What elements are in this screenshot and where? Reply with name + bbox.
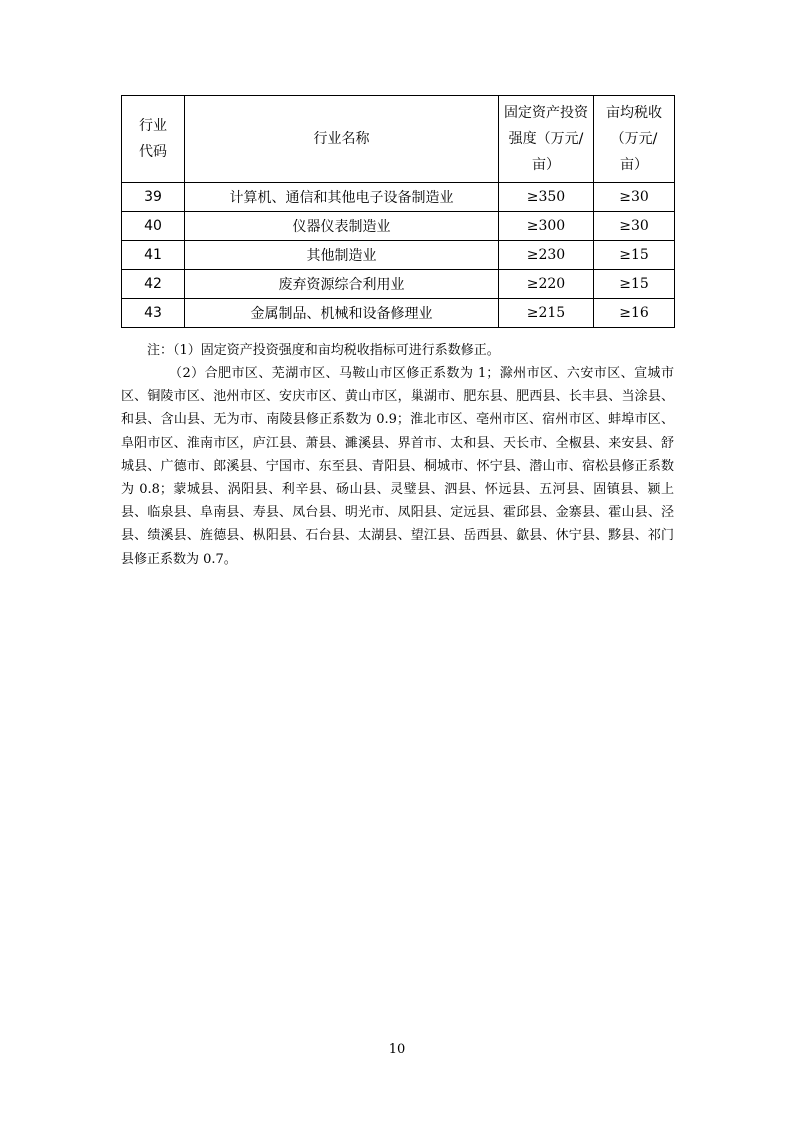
header-investment-intensity: 固定资产投资 强度（万元/ 亩） (499, 96, 594, 183)
note-1: 注：（1）固定资产投资强度和亩均税收指标可进行系数修正。 (147, 343, 500, 358)
row-tax: ≥30 (594, 183, 675, 212)
row-tax: ≥15 (594, 241, 675, 270)
table-row (122, 241, 675, 270)
row-name: 金属制品、机械和设备修理业 (185, 299, 499, 328)
row-code: 39 (122, 183, 185, 212)
row-tax: ≥30 (594, 212, 675, 241)
row-name: 仪器仪表制造业 (185, 212, 499, 241)
row-name: 其他制造业 (185, 241, 499, 270)
header-industry-code: 行业 代码 (122, 96, 185, 183)
table-row (122, 299, 675, 328)
row-name: 计算机、通信和其他电子设备制造业 (185, 183, 499, 212)
industry-standards-table (121, 95, 675, 328)
row-investment: ≥300 (499, 212, 594, 241)
header-industry-name: 行业名称 (185, 96, 499, 183)
row-investment: ≥215 (499, 299, 594, 328)
row-name: 废弃资源综合利用业 (185, 270, 499, 299)
row-code: 42 (122, 270, 185, 299)
row-tax: ≥15 (594, 270, 675, 299)
row-code: 41 (122, 241, 185, 270)
row-investment: ≥220 (499, 270, 594, 299)
header-tax-per-mu: 亩均税收 （万元/ 亩） (594, 96, 675, 183)
row-investment: ≥230 (499, 241, 594, 270)
row-code: 43 (122, 299, 185, 328)
row-investment: ≥350 (499, 183, 594, 212)
row-code: 40 (122, 212, 185, 241)
table-row (122, 212, 675, 241)
row-tax: ≥16 (594, 299, 675, 328)
table-header-row (122, 96, 675, 183)
table-row (122, 270, 675, 299)
table-row (122, 183, 675, 212)
page-number: 10 (388, 1042, 406, 1057)
note-2: （2）合肥市区、芜湖市区、马鞍山市区修正系数为 1；滁州市区、六安市区、宣城市区、铜陵市区、池州市区、安庆市区、黄山市区，巢湖市、肥东县、肥西县、长丰县、当涂县、和县、含山县、无为市、南陵县修正系数为 0.9；淮北市区、亳州市区、宿州市区、蚌埠市区、阜阳市区、淮南市区，庐江县、萧县、濉溪县、界首市、太和县、天长市、全椒县、来安县、舒城县、广德市、郎溪县、宁国市、东至县、青阳县、桐城市、怀宁县、潜山市、宿松县修正系数为 0.8；蒙城县、涡阳县、利辛县、砀山县、灵璧县、泗县、怀远县、五河县、固镇县、颍上县、临泉县、阜南县、寿县、凤台县、明光市、凤阳县、定远县、霍邱县、金寨县、霍山县、泾县、绩溪县、旌德县、枞阳县、石台县、太湖县、望江县、岳西县、歙县、休宁县、黟县、祁门县修正系数为 0.7。 (121, 366, 674, 567)
